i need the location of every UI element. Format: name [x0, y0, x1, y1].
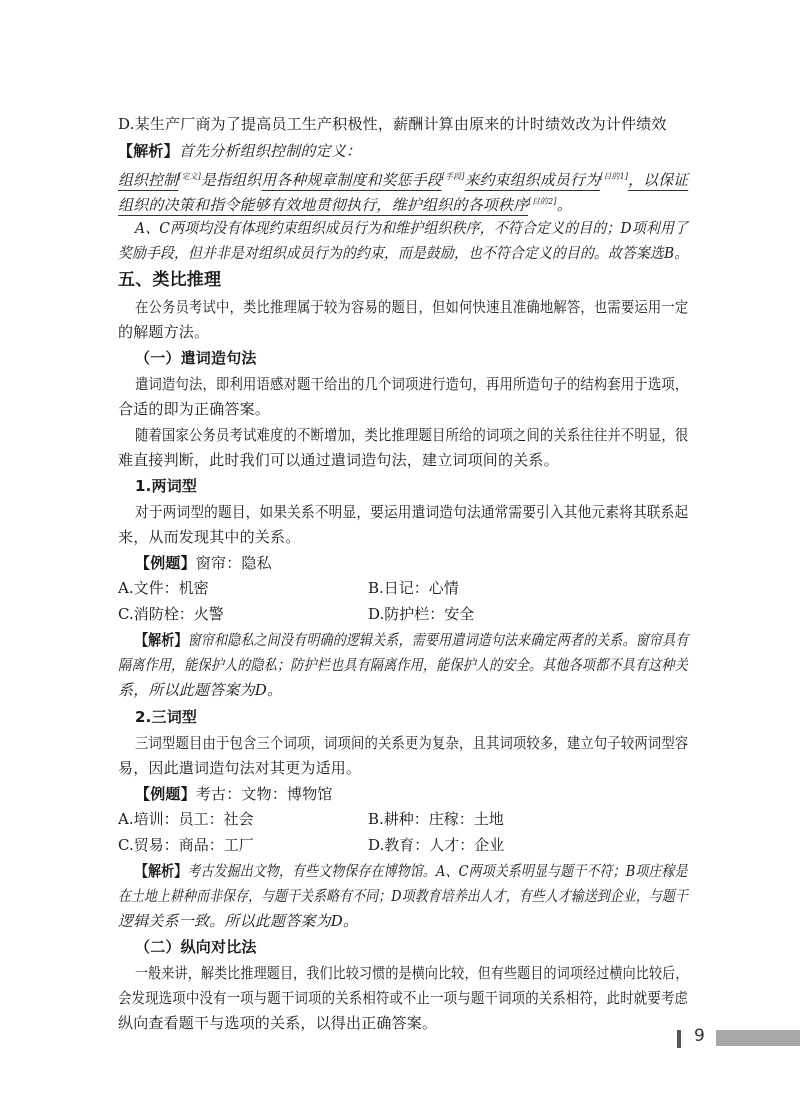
t1-example-question: [135, 553, 272, 573]
subsection-1-title: （一）遣词造句法: [135, 349, 257, 367]
means-marker: [手段]: [441, 172, 465, 181]
type-1-title: 1.两词型: [135, 477, 198, 495]
t1-option-a: A.文件：机密: [118, 579, 209, 597]
t2-analysis-l2: 在土地上耕种而非保存，与题干关系略有不同；D项教育培养出人才，有些人才输送到企业，与题干: [118, 887, 688, 905]
s2-p-l3: 纵向查看题干与选项的关系，以得出正确答案。: [118, 1014, 438, 1032]
s1-p2-l2: 难直接判断，此时我们可以通过遣词造句法，建立词项间的关系。: [118, 451, 559, 469]
t1-option-d: D.防护栏：安全: [368, 605, 475, 623]
example-tag: 【例题】: [135, 785, 196, 803]
s2-p-l1: 一般来讲，解类比推理题目，我们比较习惯的是横向比较，但有些题目的词项经过横向比较后，: [135, 964, 689, 982]
subsection-2-title: （二）纵向对比法: [135, 938, 257, 956]
t2-analysis-l1: [135, 861, 688, 881]
t1-analysis-l2: 隔离作用，能保护人的隐私；防护栏也具有隔离作用，能保护人的安全。其他各项都不具有这种关: [118, 656, 688, 674]
t1-analysis-text: 窗帘和隐私之间没有明确的逻辑关系，需要用遣词造句法来确定两者的关系。窗帘具有: [187, 631, 689, 649]
section-5-intro-l1: 在公务员考试中，类比推理属于较为容易的题目，但如何快速且准确地解答，也需要运用一定: [135, 298, 689, 316]
footer-bar: [716, 1030, 800, 1046]
t2-option-b: B.耕种：庄稼：土地: [368, 810, 504, 828]
t1-p-l1: 对于两词型的题目，如果关系不明显，要运用遣词造句法通常需要引入其他元素将其联系起: [135, 503, 689, 521]
t1-p-l2: 来，从而发现其中的关系。: [118, 528, 301, 546]
t1-option-c: C.消防栓：火警: [118, 605, 224, 623]
example-tag: 【例题】: [135, 554, 196, 572]
page-number-mark: [677, 1030, 681, 1048]
definition-tail: ，以保证: [628, 171, 689, 189]
section-5-title: 五、类比推理: [118, 270, 222, 290]
t2-p-l1: 三词型题目由于包含三个词项，词项间的关系更为复杂，且其词项较多，建立句子较两词型容: [135, 734, 689, 752]
t2-analysis-l3: 逻辑关系一致。所以此题答案为D。: [118, 912, 359, 930]
goal-1-marker: [目的1]: [600, 172, 629, 181]
option-d-line: D.某生产厂商为了提高员工生产积极性，薪酬计算由原来的计时绩效改为计件绩效: [118, 115, 667, 133]
page-number: 9: [694, 1026, 705, 1046]
t2-option-a: A.培训：员工：社会: [118, 810, 254, 828]
analysis-1-lead: [118, 141, 361, 161]
definition-term: 组织控制: [118, 171, 179, 189]
s1-p1-l2: 合适的即为正确答案。: [118, 400, 271, 418]
s1-p1-l1: 遣词造句法，即利用语感对题干给出的几个词项进行造句，再用所造句子的结构套用于选项，: [135, 375, 689, 393]
definition-marker: [定义]: [178, 172, 202, 181]
example-question-text: 窗帘：隐私: [195, 554, 272, 572]
t2-p-l2: 易，因此遣词造句法对其更为适用。: [118, 759, 362, 777]
definition-text: 是指组织: [201, 171, 262, 189]
t2-example-question: [135, 784, 333, 804]
t2-analysis-text: 考古发掘出文物，有些文物保存在博物馆。A、C两项关系明显与题干不符；B项庄稼是: [187, 862, 688, 880]
example-question-text: 考古：文物：博物馆: [195, 785, 333, 803]
section-5-intro-l2: 的解题方法。: [118, 323, 210, 341]
type-2-title: 2.三词型: [135, 708, 198, 726]
s2-p-l2: 会发现选项中没有一项与题干词项的关系相符或不止一项与题干词项的关系相符，此时就要考虑: [118, 989, 689, 1007]
definition-line-2: [118, 192, 572, 215]
t2-option-c: C.贸易：商品：工厂: [118, 836, 254, 854]
analysis-lead-text: 首先分析组织控制的定义：: [178, 142, 362, 160]
analysis-1-p2-l2: 奖励手段，但并非是对组织成员行为的约束，而是鼓励，也不符合定义的目的。故答案选B。: [118, 244, 689, 262]
t1-option-b: B.日记：心情: [368, 579, 459, 597]
s1-p2-l1: 随着国家公务员考试难度的不断增加，类比推理题目所给的词项之间的关系往往并不明显，很: [135, 426, 689, 444]
definition-end: 。: [556, 196, 572, 214]
analysis-tag: 【解析】: [118, 142, 179, 160]
t1-analysis-l3: 系，所以此题答案为D。: [118, 681, 283, 699]
analysis-tag: 【解析】: [135, 862, 188, 880]
analysis-1-p2-l1: A、C两项均没有体现约束组织成员行为和维护组织秩序，不符合定义的目的；D项利用了: [135, 219, 689, 237]
goal-2-marker: [目的2]: [528, 197, 557, 206]
t1-analysis-l1: [135, 630, 689, 650]
definition-line-1: [118, 167, 688, 190]
definition-goal-2: 组织的决策和指令能够有效地贯彻执行，维护组织的各项秩序: [118, 196, 529, 214]
t2-option-d: D.教育：人才：企业: [368, 836, 505, 854]
definition-goal-1: 来约束组织成员行为: [464, 171, 601, 189]
definition-means: 用各种规章制度和奖惩手段: [261, 171, 442, 189]
analysis-tag: 【解析】: [135, 631, 188, 649]
